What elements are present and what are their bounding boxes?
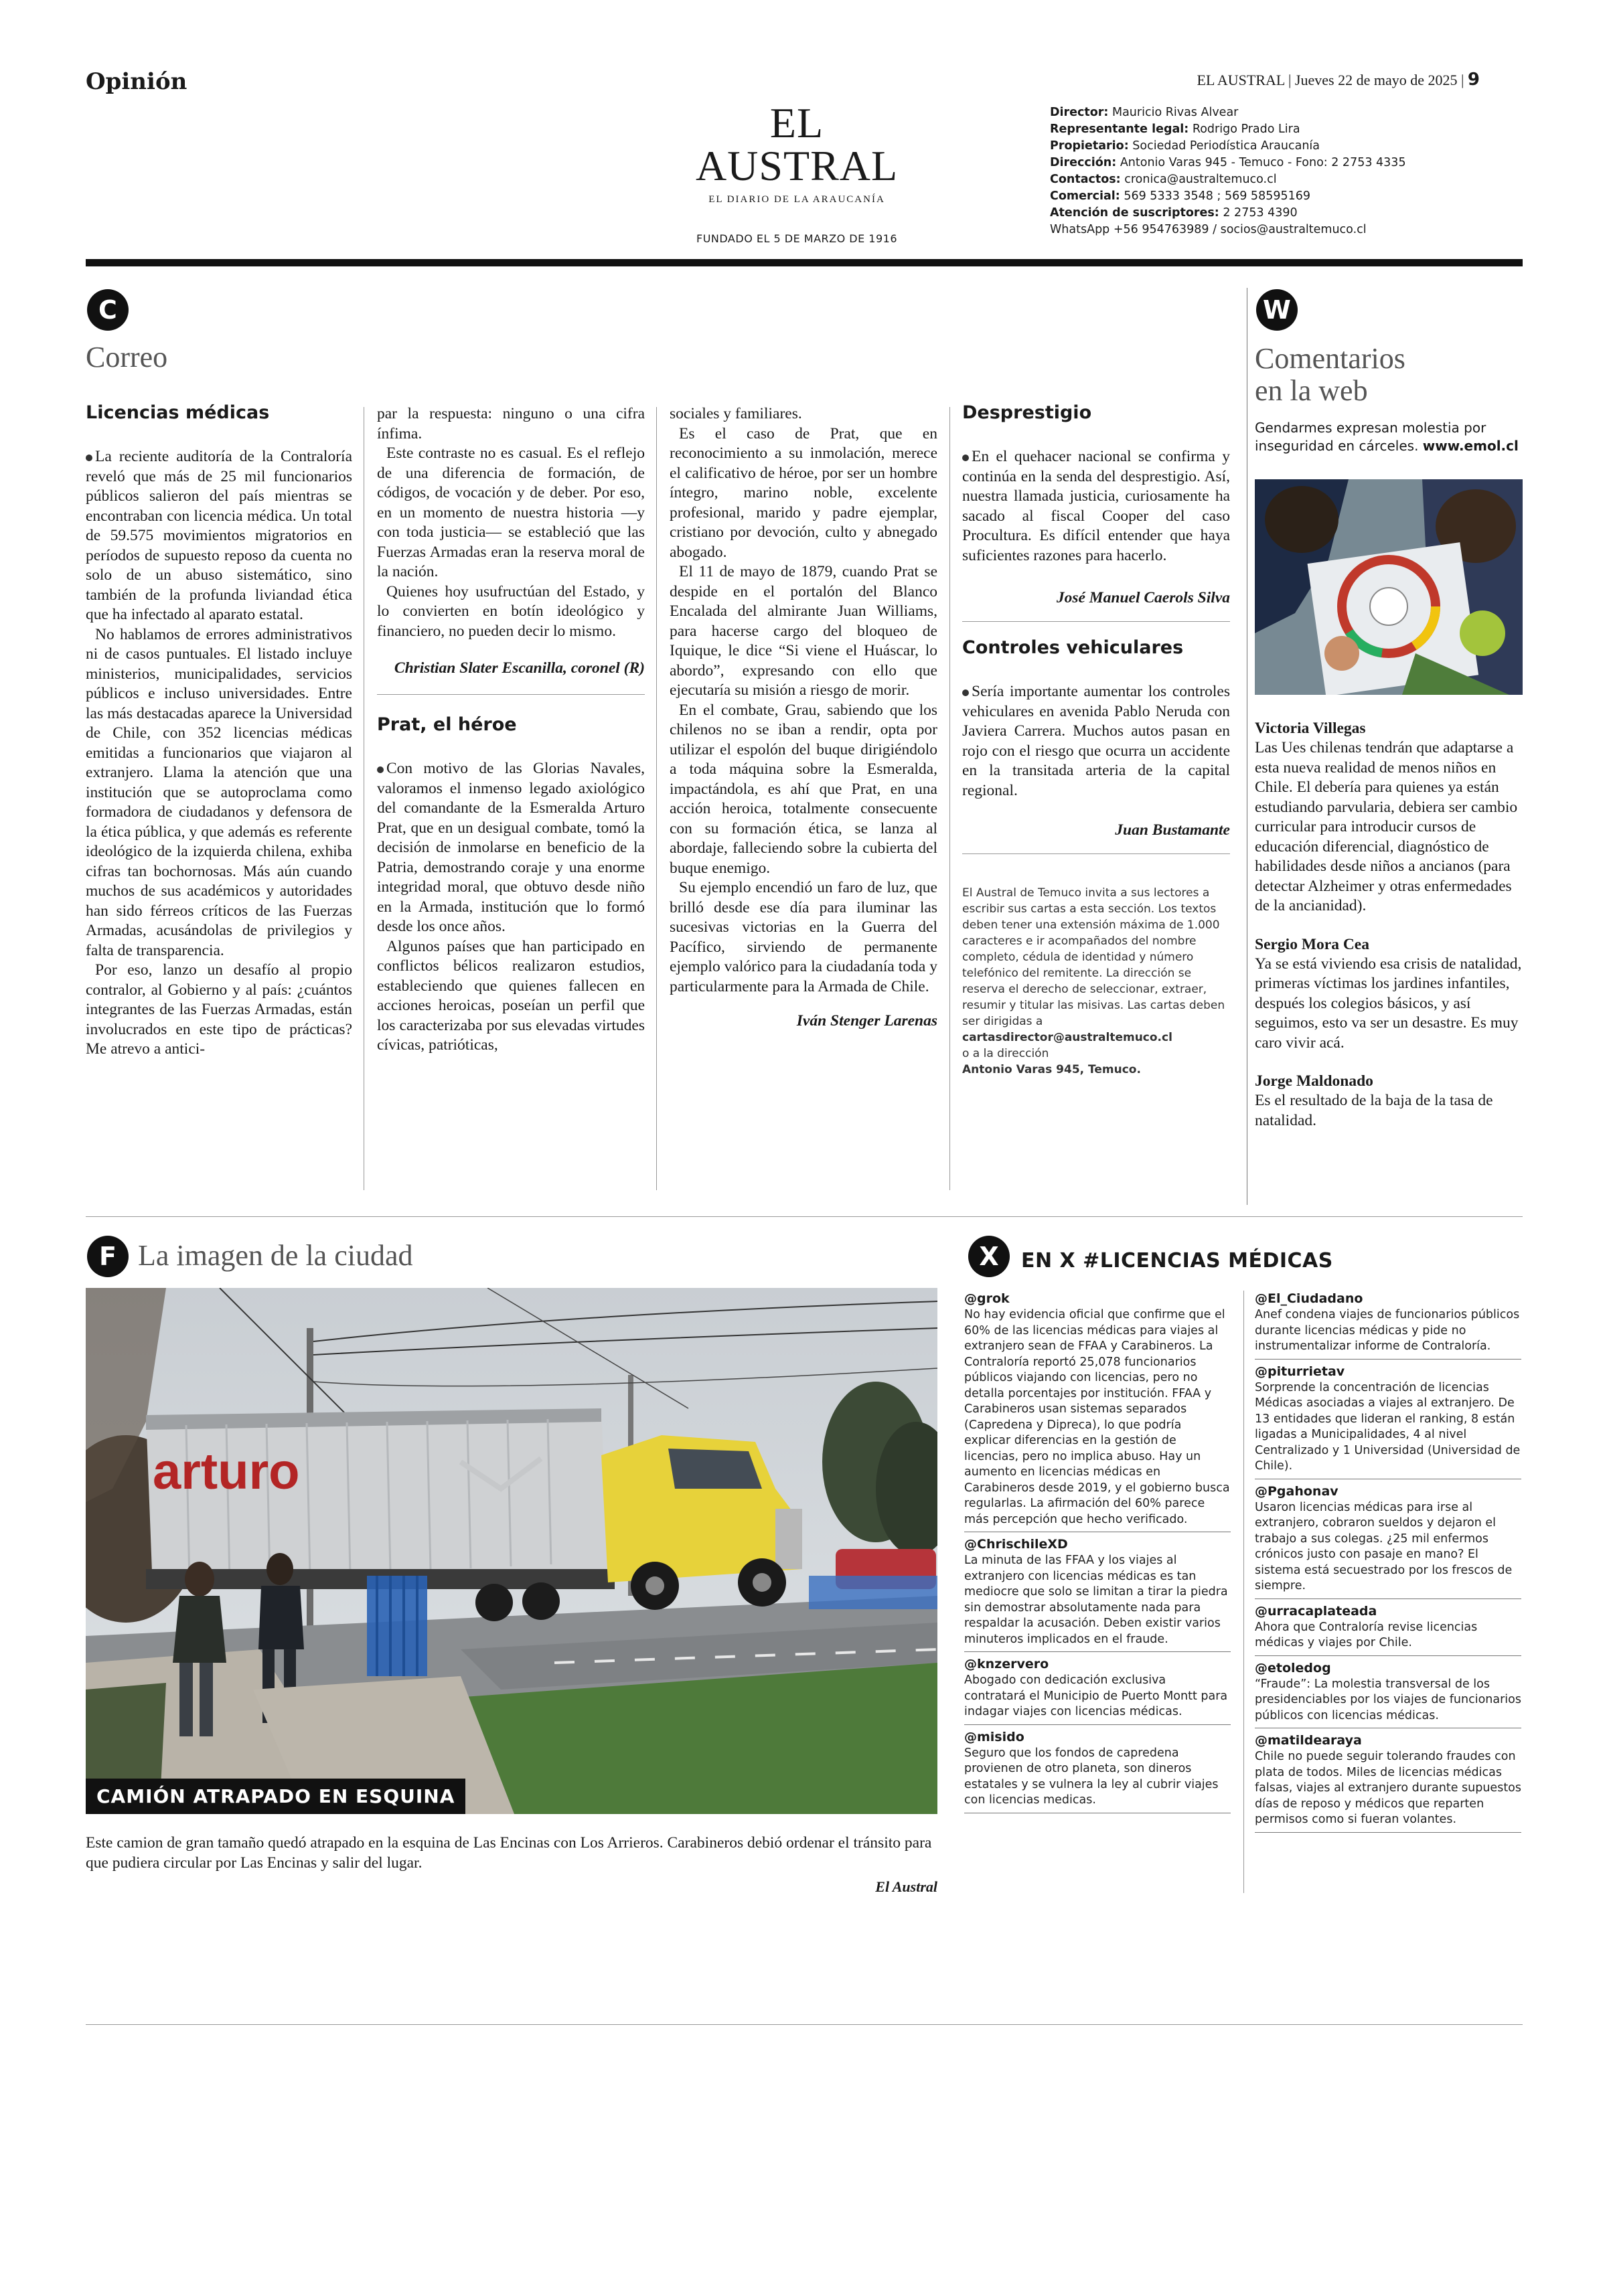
x-post	[1255, 1660, 1521, 1729]
web-title-line1: Comentarios	[1255, 342, 1405, 375]
staff-value: 569 5333 3548 ; 569 58595169	[1120, 189, 1311, 203]
x-post-user[interactable]: @piturrietav	[1255, 1364, 1345, 1379]
staff-row	[1050, 205, 1478, 222]
x-post	[1255, 1483, 1521, 1599]
masthead-title: EL AUSTRAL	[695, 99, 899, 189]
x-post-user[interactable]: @ChrischileXD	[964, 1537, 1068, 1552]
x-post-text: Anef condena viajes de funcionarios públicos durante licencias médicas y pide no instrumentalizar informe de Contraloría.	[1255, 1308, 1520, 1353]
ciudad-title: La imagen de la ciudad	[138, 1239, 413, 1272]
staff-row	[1050, 188, 1478, 205]
x-post	[1255, 1291, 1521, 1360]
truck-branding: arturo	[153, 1443, 300, 1500]
x-post-user[interactable]: @El_Ciudadano	[1255, 1291, 1363, 1306]
column-divider	[656, 407, 657, 1190]
letter-divider	[377, 694, 645, 695]
web-photo	[1255, 479, 1523, 695]
letter-divider	[962, 621, 1230, 622]
x-post-text: No hay evidencia oficial que confirme que el 60% de las licencias médicas para viajes al extranjero sean de FFAA y Carabineros. La Contraloría reportó 25,078 funcionarios públicos viajando con licencias, pero no detalla porcentajes por institución. FFAA y Carabineros usan sistemas separados (Capredena y Dipreca), lo que podría explicar diferencias en la gestión de licencias, pero no implica abuso. Hay un aumento en licencias médicas en Carabineros desde 2019, y el gobierno busca regularlas. La afirmación del 60% parece más percepción que hecho verificado.	[964, 1308, 1230, 1526]
web-intro-text: Gendarmes expresan molestia por inseguridad en cárceles.	[1255, 420, 1486, 454]
x-post-user[interactable]: @urracaplateada	[1255, 1603, 1377, 1619]
letters-col4	[962, 402, 1230, 1078]
letter-divider	[962, 853, 1230, 854]
column-divider	[1243, 1291, 1244, 1893]
section-label: Opinión	[86, 68, 187, 95]
letter-paragraph: Es el caso de Prat, que en reconocimiento a su inmolación, merece el calificativo de héroe, por ser un hombre íntegro, marino noble, excelente profesional, marido y padre ejemplar, cristiano por devoción, culto y abnegado abogado.	[670, 424, 937, 561]
staff-value: Rodrigo Prado Lira	[1189, 122, 1300, 136]
staff-row	[1050, 222, 1478, 238]
x-post-text: Sorprende la concentración de licencias Médicas asociadas a viajes al extranjero. De 13 entidades que lideran el ranking, 8 están ligadas a Municipalidades, 4 al nivel Centralizado y 1 Universidad (Universidad de Chile).	[1255, 1380, 1521, 1473]
notice-or: o a la dirección	[962, 1047, 1049, 1060]
comment-text: Ya se está viviendo esa crisis de natalidad, primeras víctimas los jardines infantiles, después los colegios básicos, y así seguimos, esto va ser un desastre. Es muy caro vivir acá.	[1255, 955, 1522, 1052]
staff-label: Director:	[1050, 106, 1109, 119]
letter-body	[86, 447, 352, 1060]
letter-headline: Prat, el héroe	[377, 714, 517, 735]
x-post	[1255, 1364, 1521, 1479]
letter-paragraph: Sería importante aumentar los controles vehiculares en avenida Pablo Neruda con Javiera Carrera. Muchos autos pasan en rojo con el riesgo que ocurra un accidente en la transitada arteria de la capital regional.	[962, 683, 1230, 799]
comment-author: Jorge Maldonado	[1255, 1072, 1373, 1090]
staff-row	[1050, 155, 1478, 171]
letter-paragraph: El 11 de mayo de 1879, cuando Prat se despide en el portalón del Blanco Encalada del almirante Juan Williams, para hacerse cargo del bloqueo de Iquique, le dice “Si viene el Huáscar, lo abordo”, expresando con ello que ejecutaría su misión a riesgo de morir.	[670, 563, 937, 699]
x-post-user[interactable]: @etoledog	[1255, 1660, 1331, 1675]
staff-row	[1050, 171, 1478, 188]
staff-label: Comercial:	[1050, 189, 1120, 203]
staff-value: 2 2753 4390	[1219, 206, 1298, 220]
section-divider	[86, 1216, 1523, 1217]
photo-label: CAMIÓN ATRAPADO EN ESQUINA	[86, 1779, 465, 1814]
letter-signature: Christian Slater Escanilla, coronel (R)	[394, 659, 645, 677]
x-post-text: Chile no puede seguir tolerando fraudes con plata de todos. Miles de licencias médicas falsas, viajes al extranjero durante supuestos días de reposo y médicos que reparten permisos como si fueran volantes.	[1255, 1750, 1522, 1826]
correo-title: Correo	[86, 341, 168, 374]
x-feed-col2	[1255, 1291, 1521, 1837]
photo-credit: El Austral	[875, 1878, 937, 1895]
letter-headline: Desprestigio	[962, 402, 1092, 423]
staff-value: WhatsApp +56 954763989 / socios@australtemuco.cl	[1050, 223, 1367, 236]
x-post	[964, 1729, 1231, 1813]
notice-address: Antonio Varas 945, Temuco.	[962, 1063, 1141, 1076]
x-post-text: La minuta de las FFAA y los viajes al extranjero con licencias médicas es tan mediocre que solo se limitan a tirar la piedra sin demostrar absolutamente nada para respaldar la acusación. Deben existir varios minuteros implicados en el fraude.	[964, 1554, 1228, 1646]
x-post-text: Seguro que los fondos de capredena provienen de otro planeta, son dineros estatales y se vulnera la ley al cubrir viajes con licencias medicas.	[964, 1746, 1219, 1807]
letter-licencias-col2	[377, 404, 645, 1056]
comment-author: Sergio Mora Cea	[1255, 935, 1369, 953]
bullet-icon	[86, 455, 92, 461]
x-post-user[interactable]: @matildearaya	[1255, 1733, 1362, 1748]
staff-value: Sociedad Periodística Araucanía	[1128, 139, 1320, 153]
badge-w-icon: W	[1256, 289, 1298, 331]
badge-c-icon: C	[87, 289, 129, 331]
staff-value: Mauricio Rivas Alvear	[1108, 106, 1239, 119]
letter-prat-col3	[670, 404, 937, 1031]
web-title-line2: en la web	[1255, 374, 1368, 407]
badge-x-icon: X	[968, 1236, 1010, 1277]
badge-f-icon: F	[87, 1236, 129, 1277]
letter-signature: Juan Bustamante	[1115, 821, 1230, 839]
x-post-user[interactable]: @grok	[964, 1291, 1010, 1306]
letter-licencias-col1	[86, 402, 352, 1060]
web-comment	[1255, 1072, 1523, 1131]
comment-author: Victoria Villegas	[1255, 720, 1366, 737]
letter-paragraph: La reciente auditoría de la Contraloría reveló que más de 25 mil funcionarios públicos salieron del país mientras se encontraban con licencia médica. Un total de 59.575 movimientos migratorios en períodos de supuesto reposo da cuenta no solo de un abuso sistemático, sino también de la profunda liviandad ética que ha infectado al aparato estatal.	[86, 448, 352, 623]
bullet-icon	[377, 766, 384, 773]
staff-label: Atención de suscriptores:	[1050, 206, 1219, 220]
column-divider	[949, 407, 950, 1190]
web-comment	[1255, 935, 1523, 1054]
notice-text: El Austral de Temuco invita a sus lectores a escribir sus cartas a esta sección. Los textos deben tener una extensión máxima de 1.000 caracteres e ir acompañados del nombre completo, cédula de identidad y número telefónico del remitente. La dirección se reserva el derecho de seleccionar, extraer, resumir y titular las misivas. Las cartas deben ser dirigidas a	[962, 886, 1225, 1028]
letter-paragraph: par la respuesta: ninguno o una cifra ínfima.	[377, 405, 645, 442]
web-comment	[1255, 719, 1523, 916]
dateline	[1071, 70, 1480, 90]
web-comments	[1255, 719, 1523, 1131]
x-post-user[interactable]: @misido	[964, 1729, 1024, 1744]
x-title: EN X #LICENCIAS MÉDICAS	[1021, 1249, 1333, 1273]
ciudad-photo	[86, 1288, 937, 1814]
letter-paragraph: En el quehacer nacional se confirma y continúa en la senda del desprestigio. Así, nuestra llamada justicia, curiosamente ha sacado al fiscal Cooper del caso Procultura. Es difícil entender que haya suficientes razones para hacerlo.	[962, 448, 1230, 564]
footer-rule	[86, 2024, 1523, 2025]
staff-row	[1050, 121, 1478, 138]
x-post-user[interactable]: @Pgahonav	[1255, 1483, 1338, 1499]
letter-headline: Controles vehiculares	[962, 637, 1184, 658]
letter-paragraph: sociales y familiares.	[670, 405, 802, 422]
letter-headline: Licencias médicas	[86, 402, 270, 423]
letter-paragraph: Su ejemplo encendió un faro de luz, que brilló desde ese día para iluminar las sucesivas victorias en la Guerra del Pacífico, sirviendo de permanente ejemplo valórico para la ciudadanía toda y particularmente para la Armada de Chile.	[670, 879, 937, 995]
letter-paragraph: Con motivo de las Glorias Navales, valoramos el inmenso legado axiológico del comandante de la Esmeralda Arturo Prat, que en un desigual combate, tomó la decisión de inmolarse en beneficio de la Patria, demostrando coraje y una enorme integridad moral, que obtuvo desde niño en la Armada, institución que lo formó desde los once años.	[377, 760, 645, 935]
staff-value: cronica@australtemuco.cl	[1120, 173, 1277, 186]
letter-paragraph: Este contraste no es casual. Es el reflejo de una diferencia de formación, de códigos, de vocación y de deber. Por eso, en un momento de nuestra historia —y con toda justicia— se estableció que las Fuerzas Armadas eran la reserva moral de la nación.	[377, 444, 645, 580]
staff-label: Representante legal:	[1050, 122, 1189, 136]
staff-box	[1050, 104, 1478, 238]
x-post	[964, 1656, 1231, 1725]
letters-notice	[962, 885, 1230, 1078]
letter-paragraph: Quienes hoy usufructúan del Estado, y lo convierten en botín ideológico y financiero, no pueden decir lo mismo.	[377, 582, 645, 640]
x-post	[964, 1291, 1231, 1532]
letter-signature: José Manuel Caerols Silva	[1056, 589, 1230, 606]
x-post-text: Usaron licencias médicas para irse al extranjero, cobraron sueldos y dejaron el trabajo a sus colegas. ¿25 mil enfermos crónicos justo con pasaje en mano? El sistema está secuestrado por los frescos de siempre.	[1255, 1500, 1513, 1592]
x-post-text: Ahora que Contraloría revise licencias médicas y viajes por Chile.	[1255, 1620, 1478, 1649]
x-feed-col1	[964, 1291, 1231, 1817]
x-post-user[interactable]: @knzervero	[964, 1657, 1049, 1671]
staff-value: Antonio Varas 945 - Temuco - Fono: 2 2753 4335	[1116, 156, 1406, 169]
header-rule	[86, 259, 1523, 266]
masthead-subtitle: EL DIARIO DE LA ARAUCANÍA	[708, 194, 885, 205]
letter-paragraph: Algunos países que han participado en conflictos bélicos realizaron estudios, estableciendo que quienes fallecen en acciones heroicas, poseían un perfil que los caracterizaba por sus elevadas virtudes cívicas, patrióticas,	[377, 937, 645, 1054]
photo-caption: Este camion de gran tamaño quedó atrapado en la esquina de Las Encinas con Los Arrieros. Carabineros debió ordenar el tránsito para que pudiera circular por Las Encinas y salir del lugar.	[86, 1834, 932, 1872]
letter-paragraph: En el combate, Grau, sabiendo que los chilenos no se iban a rendir, opta por utilizar el espolón del buque dirigiéndolo a toda máquina sobre la Esmeralda, impactándola, es ahí que Prat, en una acción heroica, totalmente consecuente con su formación ética, se lanza al abordaje, falleciendo sobre la cubierta del buque enemigo.	[670, 701, 937, 877]
staff-label: Dirección:	[1050, 156, 1117, 169]
masthead-founded: FUNDADO EL 5 DE MARZO DE 1916	[696, 232, 897, 245]
page-number: 9	[1467, 70, 1480, 90]
web-intro	[1255, 419, 1523, 455]
staff-label: Contactos:	[1050, 173, 1121, 186]
comment-text: Las Ues chilenas tendrán que adaptarse a esta nueva realidad de menos niños en Chile. El debería para quienes ya están estudiando parvularia, debiera ser cambio curricular para introducir cursos de educación diferencial, diagnóstico de habilidades desde niños a ancianos (para detectar Alzheimer y otras enfermedades de la ancianidad).	[1255, 739, 1518, 914]
letter-paragraph: No hablamos de errores administrativos ni de casos puntuales. El listado incluye ministerios, municipalidades, servicios públicos e incluso universidades. Entre las más destacadas aparece la Universidad de Chile, con 352 licencias médicas emitidas a funcionarios que viajaron al extranjero. Llama la atención que una institución que se autoproclama como formadora de ciudadanos y defensora de la ética pública, y que además es referente ideológico de la izquierda chilena, exhiba cifras tan bochornosas. Más aún cuando muchos de sus académicos y autoridades han sido férreos críticos de las Fuerzas Armadas, acusándolas de privilegios y falta de transparencia.	[86, 625, 352, 959]
bullet-icon	[962, 455, 969, 461]
staff-label: Propietario:	[1050, 139, 1129, 153]
dateline-text: EL AUSTRAL | Jueves 22 de mayo de 2025 |	[1197, 72, 1464, 88]
masthead	[670, 99, 924, 245]
comment-text: Es el resultado de la baja de la tasa de natalidad.	[1255, 1092, 1493, 1129]
x-post	[1255, 1603, 1521, 1656]
bullet-icon	[962, 689, 969, 696]
staff-row	[1050, 138, 1478, 155]
letter-paragraph: Por eso, lanzo un desafío al propio contralor, al Gobierno y al país: ¿cuántos integrantes de las Fuerzas Armadas, están involucrados en este tipo de prácticas? Me atrevo a antici-	[86, 961, 352, 1058]
staff-row	[1050, 104, 1478, 121]
notice-email[interactable]: cartasdirector@australtemuco.cl	[962, 1031, 1172, 1044]
x-post	[964, 1536, 1231, 1652]
web-title	[1255, 343, 1405, 407]
x-post-text: Abogado con dedicación exclusiva contratará el Municipio de Puerto Montt para indagar viajes con licencias médicas.	[964, 1673, 1228, 1718]
web-intro-site[interactable]: www.emol.cl	[1422, 438, 1519, 454]
x-post	[1255, 1732, 1521, 1833]
x-post-text: “Fraude”: La molestia transversal de los presidenciables por los viajes de funcionarios públicos con licencias médicas.	[1255, 1677, 1521, 1722]
letter-signature: Iván Stenger Larenas	[796, 1012, 937, 1030]
